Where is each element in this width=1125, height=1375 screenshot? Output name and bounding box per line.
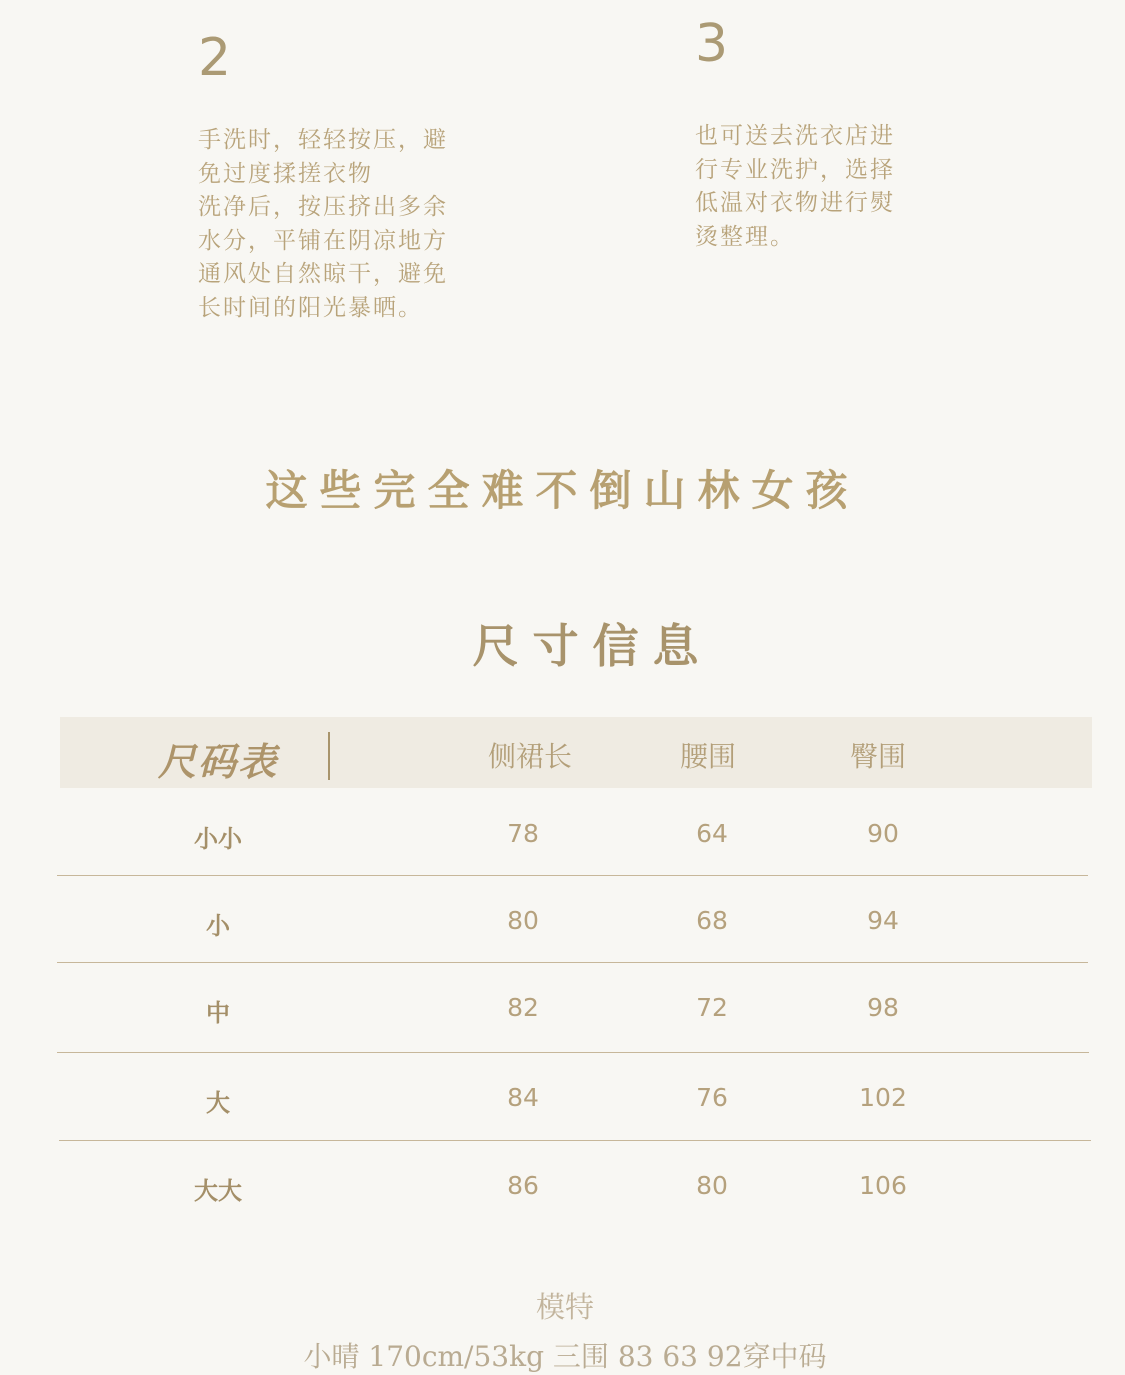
model-info: 小晴 170cm/53kg 三围 83 63 92穿中码 <box>303 1340 827 1373</box>
skirt-length-value: 84 <box>507 1083 539 1112</box>
hip-value: 94 <box>867 906 899 935</box>
column-header-skirt-length: 侧裙长 <box>487 740 573 773</box>
skirt-length-value: 78 <box>507 819 539 848</box>
hip-value: 102 <box>859 1083 907 1112</box>
header-divider <box>328 732 330 780</box>
hip-value: 98 <box>867 993 899 1022</box>
column-header-hip: 臀围 <box>849 740 907 773</box>
waist-value: 72 <box>696 993 728 1022</box>
table-row <box>59 1053 1091 1141</box>
waist-value: 76 <box>696 1083 728 1112</box>
care-step-2 <box>198 28 498 325</box>
table-row <box>57 789 1088 876</box>
skirt-length-value: 86 <box>507 1171 539 1200</box>
size-table-label: 尺码表 <box>158 739 279 784</box>
table-row <box>57 876 1088 963</box>
waist-value: 68 <box>696 906 728 935</box>
waist-value: 80 <box>696 1171 728 1200</box>
waist-value: 64 <box>696 819 728 848</box>
size-table-header <box>60 717 1092 788</box>
size-label: 小小 <box>194 824 242 853</box>
step-instructions: 手洗时，轻轻按压，避 免过度揉搓衣物 洗净后，按压挤出多余 水分，平铺在阴凉地方 通风处自然晾干，避免 长时间的阳光暴晒。 <box>198 127 448 321</box>
size-label: 大大 <box>194 1176 242 1205</box>
column-header-waist: 腰围 <box>679 740 737 773</box>
step-instructions: 也可送去洗衣店进 行专业洗护，选择 低温对衣物进行熨 烫整理。 <box>695 123 895 250</box>
size-label: 小 <box>206 911 230 940</box>
hip-value: 106 <box>859 1171 907 1200</box>
skirt-length-value: 82 <box>507 993 539 1022</box>
slogan-heading: 这些完全难不倒山林女孩 <box>265 466 860 515</box>
size-label: 中 <box>206 998 230 1027</box>
model-title: 模特 <box>535 1290 594 1324</box>
step-number: 3 <box>695 14 729 74</box>
care-step-3 <box>695 14 935 254</box>
size-section-title: 尺寸信息 <box>472 619 713 673</box>
size-label: 大 <box>206 1088 230 1117</box>
table-row <box>57 1141 1088 1228</box>
skirt-length-value: 80 <box>507 906 539 935</box>
table-row <box>57 963 1089 1053</box>
step-number: 2 <box>198 28 232 88</box>
hip-value: 90 <box>867 819 899 848</box>
